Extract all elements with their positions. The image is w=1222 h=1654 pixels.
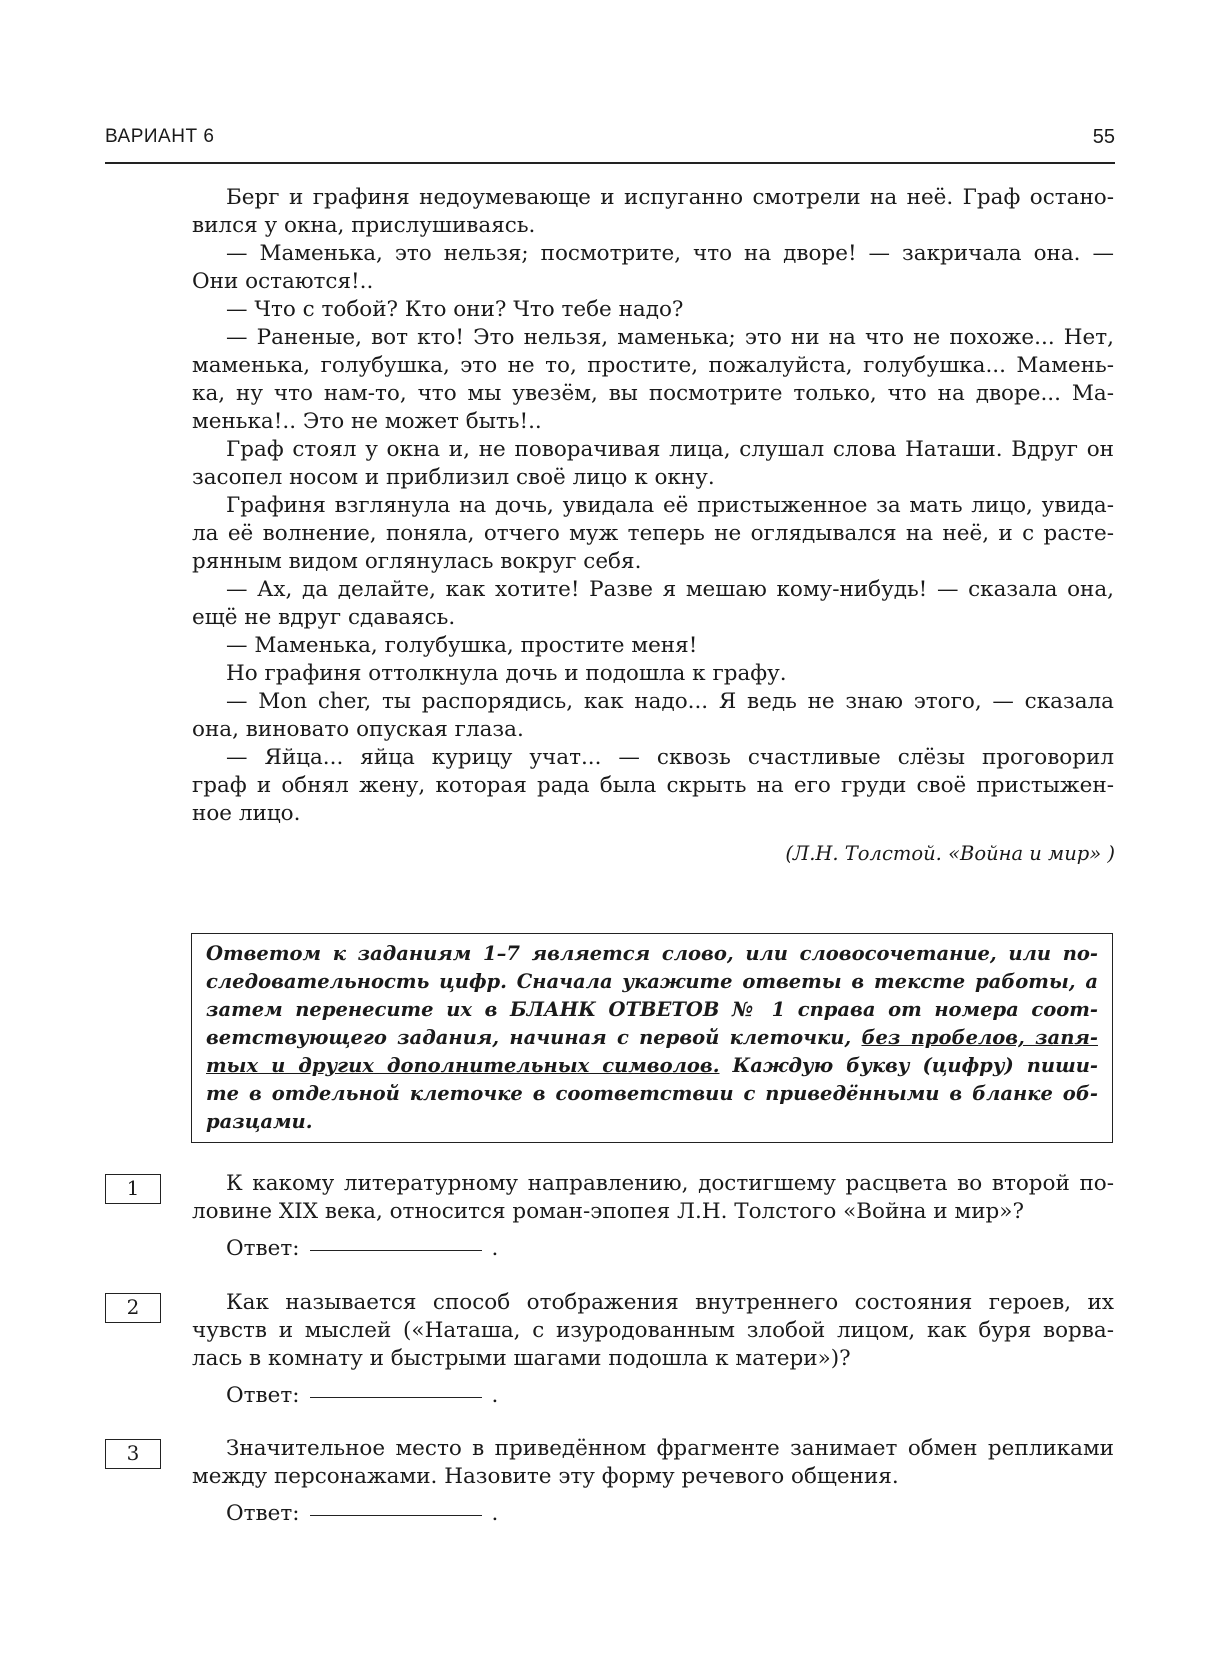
passage-line: она, виновато опуская глаза. xyxy=(192,717,524,742)
passage-line: маменька, голубушка, это не то, простите, пожалуйста, голубушка... Мамень- xyxy=(192,353,1114,378)
answer-field[interactable] xyxy=(310,1249,482,1251)
answer-label: Ответ: xyxy=(226,1383,300,1408)
passage-line: Графиня взглянула на дочь, увидала её пристыженное за мать лицо, увида- xyxy=(226,493,1114,518)
page-number: 55 xyxy=(1092,126,1115,148)
passage-line: — Раненые, вот кто! Это нельзя, маменька; это ни на что не похоже... Нет, xyxy=(226,325,1114,350)
passage-line: Но графиня оттолкнула дочь и подошла к графу. xyxy=(226,661,787,686)
passage-line: — Что с тобой? Кто они? Что тебе надо? xyxy=(226,297,684,322)
answer-label: Ответ: xyxy=(226,1501,300,1526)
answer-line: Ответ: . xyxy=(226,1383,499,1408)
instruction-box xyxy=(191,933,1113,1143)
passage-line: Берг и графиня недоумевающе и испуганно смотрели на неё. Граф остано- xyxy=(226,185,1114,210)
passage-line: ла её волнение, поняла, отчего муж теперь не оглядывался на неё, и с расте- xyxy=(192,521,1114,546)
task-number-box: 3 xyxy=(105,1439,161,1469)
passage-line: Граф стоял у окна и, не поворачивая лица, слушал слова Наташи. Вдруг он xyxy=(226,437,1114,462)
passage-line: менька!.. Это не может быть!.. xyxy=(192,409,542,434)
source-citation: (Л.Н. Толстой. «Война и мир» ) xyxy=(785,842,1115,865)
passage-line: ное лицо. xyxy=(192,801,301,826)
variant-title: ВАРИАНТ 6 xyxy=(105,126,215,147)
task-question: Значительное место в приведённом фрагменте занимает обмен репликами между персонажами. Назовите эту форму речевого общения. xyxy=(192,1436,1114,1489)
passage-line: рянным видом оглянулась вокруг себя. xyxy=(192,549,642,574)
passage-line: засопел носом и приблизил своё лицо к окну. xyxy=(192,465,715,490)
passage-line: — Ах, да делайте, как хотите! Разве я мешаю кому-нибудь! — сказала она, xyxy=(226,577,1114,602)
answer-label: Ответ: xyxy=(226,1236,300,1261)
instruction-text: Ответом к заданиям 1–7 является слово, или словосочетание, или по- следовательность цифр. Сначала укажите ответы в тексте работы, а затем перенесите их в БЛАНК ОТВЕТОВ № 1 справа от номера соот- ветствующего задания, начиная с первой клеточки, без пробелов, запя- тых и других дополнительных символов. Каждую букву (цифру) пиши- те в отдельной клеточке в соответствии с приведёнными в бланке об- разцами. xyxy=(206,942,1098,1133)
passage-line: граф и обнял жену, которая рада была скрыть на его груди своё пристыжен- xyxy=(192,773,1114,798)
passage-text xyxy=(192,184,1114,828)
passage-line: вился у окна, прислушиваясь. xyxy=(192,213,536,238)
answer-field[interactable] xyxy=(310,1514,482,1516)
passage-line: Они остаются!.. xyxy=(192,269,374,294)
page-header xyxy=(105,124,1115,164)
passage-line: ещё не вдруг сдаваясь. xyxy=(192,605,456,630)
answer-line: Ответ: . xyxy=(226,1501,499,1526)
passage-line: — Маменька, голубушка, простите меня! xyxy=(226,633,698,658)
answer-line: Ответ: . xyxy=(226,1236,499,1261)
task-question: К какому литературному направлению, достигшему расцвета во второй по- ловине XIX века, относится роман-эпопея Л.Н. Толстого «Война и мир»? xyxy=(192,1171,1114,1224)
passage-line: ка, ну что нам-то, что мы увезём, вы посмотрите только, что на дворе... Ма- xyxy=(192,381,1114,406)
passage-line: — Маменька, это нельзя; посмотрите, что на дворе! — закричала она. — xyxy=(226,241,1114,266)
answer-field[interactable] xyxy=(310,1396,482,1398)
task-number-box: 2 xyxy=(105,1293,161,1323)
passage-line: — Яйца... яйца курицу учат... — сквозь счастливые слёзы проговорил xyxy=(226,745,1114,770)
task-number-box: 1 xyxy=(105,1174,161,1204)
task-question: Как называется способ отображения внутреннего состояния героев, их чувств и мыслей («Наташа, с изуродованным злобой лицом, как буря ворва- лась в комнату и быстрыми шагами подошла к матери»)? xyxy=(192,1290,1114,1371)
passage-line: — Mon cher, ты распорядись, как надо... Я ведь не знаю этого, — сказала xyxy=(226,689,1114,714)
